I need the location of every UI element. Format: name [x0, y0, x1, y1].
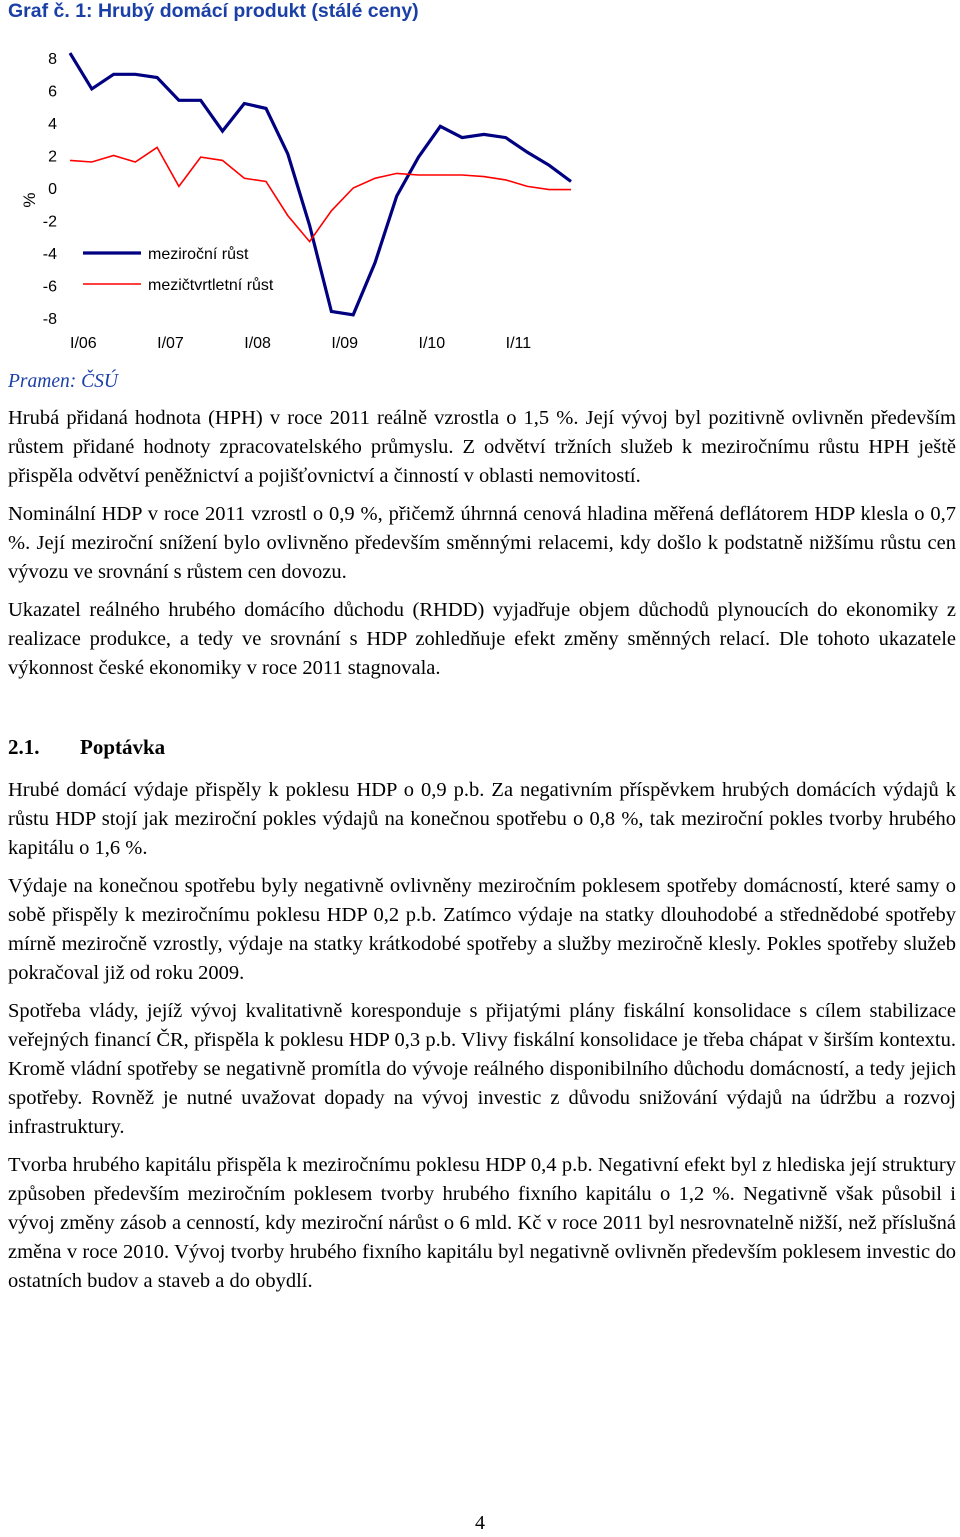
- y-tick-label: 8: [48, 51, 57, 68]
- paragraph: Hrubá přidaná hodnota (HPH) v roce 2011 reálně vzrostla o 1,5 %. Její vývoj byl pozitivně ovlivněn především růstem přidané hodnoty zpracovatelského průmyslu. Z odvětví tržních služeb k meziročnímu růstu HPH ještě přispěla odvětví peněžnictví a pojišťovnictví a činností v oblasti nemovitostí.: [8, 407, 956, 487]
- demand-text: [8, 776, 956, 1305]
- y-tick-label: -4: [42, 246, 57, 263]
- section-title: Poptávka: [80, 735, 166, 759]
- series-line-yoy: [70, 53, 571, 315]
- paragraph: Výdaje na konečnou spotřebu byly negativně ovlivněny meziročním poklesem spotřeby domácností, které samy o sobě přispěly k meziročnímu poklesu HDP 0,2 p.b. Zatímco výdaje na statky dlouhodobé a střednědobé spotřeby mírně meziročně vzrostly, výdaje na statky krátkodobé spotřeby a služby meziročně klesly. Pokles spotřeby služeb pokračoval již od roku 2009.: [8, 875, 956, 984]
- gdp-line-chart: [0, 0, 960, 370]
- section-heading: [8, 735, 165, 760]
- y-tick-label: 0: [48, 181, 57, 198]
- y-tick-label: 2: [48, 148, 57, 166]
- x-tick-label: I/10: [418, 335, 446, 352]
- y-axis-label: %: [20, 192, 39, 208]
- intro-text: [8, 404, 956, 692]
- legend-label-yoy: meziroční růst: [148, 246, 249, 263]
- chart-source: Pramen: ČSÚ: [8, 371, 118, 392]
- paragraph: Spotřeba vlády, jejíž vývoj kvalitativně koresponduje s přijatými plány fiskální konsolidace s cílem stabilizace veřejných financí ČR, přispěla k poklesu HDP 0,3 p.b. Vlivy fiskální konsolidace je třeba chápat v širším kontextu. Kromě vládní spotřeby se negativně promítla do vývoje reálného disponibilního důchodu domácností, a tedy jejich spotřeby. Rovněž je nutné uvažovat dopady na vývoj investic z důvodu snižování výdajů na údržbu a rozvoj infrastruktury.: [8, 1000, 956, 1138]
- x-tick-label: I/11: [505, 335, 532, 352]
- legend-label-qoq: mezičtvrtletní růst: [148, 277, 274, 294]
- paragraph: Hrubé domácí výdaje přispěly k poklesu HDP o 0,9 p.b. Za negativním příspěvkem hrubých domácích výdajů k růstu HDP stojí jak meziroční pokles výdajů na konečnou spotřebu o 0,8 %, tak meziroční pokles tvorby hrubého kapitálu o 1,6 %.: [8, 779, 956, 859]
- paragraph: Tvorba hrubého kapitálu přispěla k meziročnímu poklesu HDP 0,4 p.b. Negativní efekt byl z hlediska její struktury způsoben především meziročním poklesem tvorby hrubého fixního kapitálu o 1,2 %. Negativně však působil i vývoj změny zásob a cenností, kdy meziroční nárůst o 6 mld. Kč v roce 2011 byl nesrovnatelně nižší, než příslušná změna v roce 2010. Vývoj tvorby hrubého fixního kapitálu byl negativně ovlivněn především poklesem investic do ostatních budov a staveb a do obydlí.: [8, 1154, 956, 1292]
- chart-title: Graf č. 1: Hrubý domácí produkt (stálé ceny): [8, 0, 419, 22]
- series-line-qoq: [70, 147, 571, 241]
- y-tick-label: -8: [42, 311, 57, 328]
- y-tick-label: 6: [48, 83, 57, 101]
- y-tick-label: -6: [42, 278, 57, 296]
- y-tick-label: -2: [42, 213, 57, 231]
- x-tick-label: I/09: [331, 335, 359, 352]
- y-tick-label: 4: [48, 116, 57, 133]
- paragraph: Ukazatel reálného hrubého domácího důchodu (RHDD) vyjadřuje objem důchodů plynoucích do ekonomiky z realizace produkce, a tedy ve srovnání s HDP zohledňuje efekt změny směnných relací. Dle tohoto ukazatele výkonnost české ekonomiky v roce 2011 stagnovala.: [8, 599, 956, 679]
- x-tick-label: I/07: [157, 335, 184, 352]
- x-tick-label: I/06: [70, 335, 97, 352]
- section-number: 2.1.: [8, 735, 40, 759]
- page-number: 4: [475, 1512, 485, 1534]
- paragraph: Nominální HDP v roce 2011 vzrostl o 0,9 %, přičemž úhrnná cenová hladina měřená deflátorem HDP klesla o 0,7 %. Její meziroční snížení bylo ovlivněno především směnnými relacemi, kdy došlo k podstatně nižšímu růstu cen vývozu ve srovnání s růstem cen dovozu.: [8, 503, 956, 583]
- x-tick-label: I/08: [244, 335, 271, 352]
